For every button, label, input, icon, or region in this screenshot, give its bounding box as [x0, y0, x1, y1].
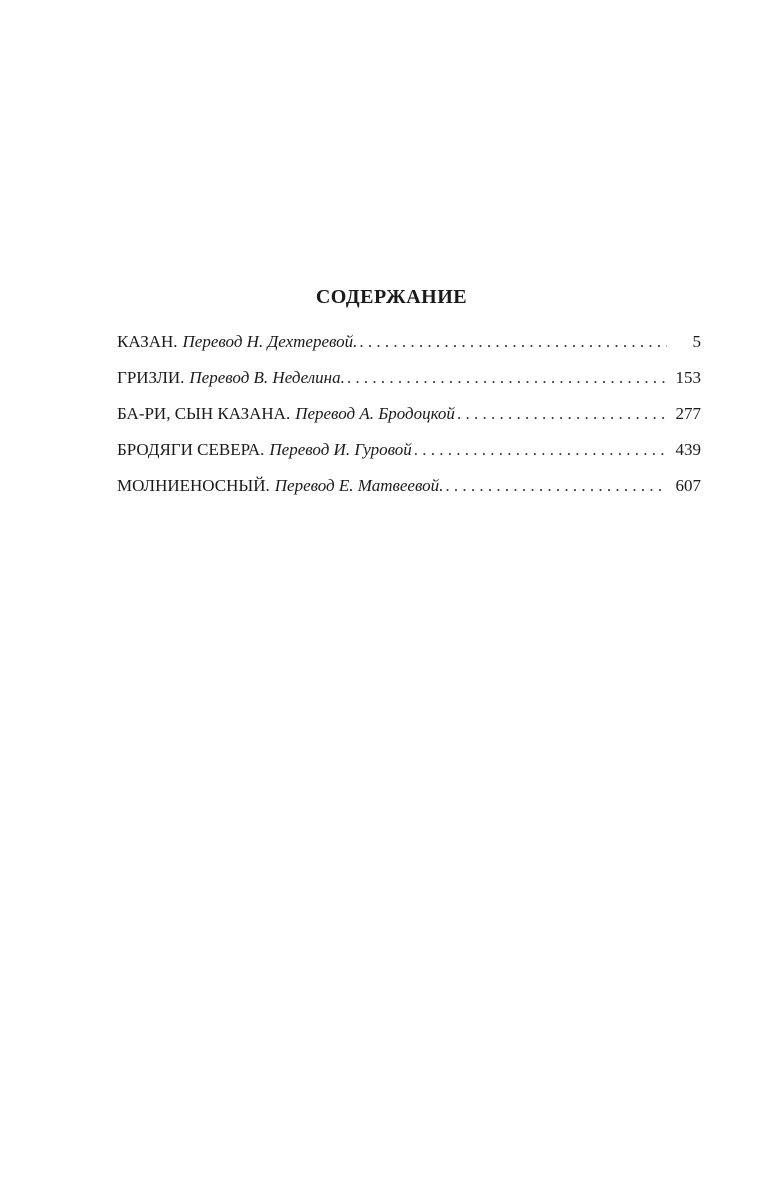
toc-title: СОДЕРЖАНИЕ [315, 286, 468, 308]
toc-entry-translator: Перевод И. Гуровой [269, 440, 412, 459]
toc-entry-page: 5 [692, 332, 701, 351]
toc-entry [117, 438, 701, 474]
toc-entry-title: МОЛНИЕНОСНЫЙ. [117, 476, 270, 495]
toc-entry-page: 277 [675, 404, 701, 423]
toc-entry-title: БРОДЯГИ СЕВЕРА. [117, 440, 265, 459]
toc-entry-translator: Перевод Н. Дехтеревой. [182, 332, 358, 351]
toc-entry-translator: Перевод В. Неделина. [189, 368, 345, 387]
toc-entry-page: 439 [675, 440, 701, 459]
toc-entry [117, 330, 701, 366]
toc-entry [117, 402, 701, 438]
toc-list [117, 330, 701, 510]
toc-entry-title: БА-РИ, СЫН КАЗАНА. [117, 404, 291, 423]
toc-entry [117, 366, 701, 402]
toc-leader-dots [347, 366, 667, 390]
toc-entry [117, 474, 701, 510]
toc-leader-dots [359, 330, 667, 354]
toc-entry-translator: Перевод А. Бродоцкой [295, 404, 455, 423]
toc-entry-page: 607 [675, 476, 701, 495]
toc-entry-title: ГРИЗЛИ. [117, 368, 185, 387]
toc-entry-page: 153 [675, 368, 701, 387]
toc-leader-dots [414, 438, 667, 462]
toc-entry-title: КАЗАН. [117, 332, 178, 351]
toc-leader-dots [457, 402, 667, 426]
toc-leader-dots [445, 474, 667, 498]
toc-entry-translator: Перевод Е. Матвеевой. [274, 476, 444, 495]
